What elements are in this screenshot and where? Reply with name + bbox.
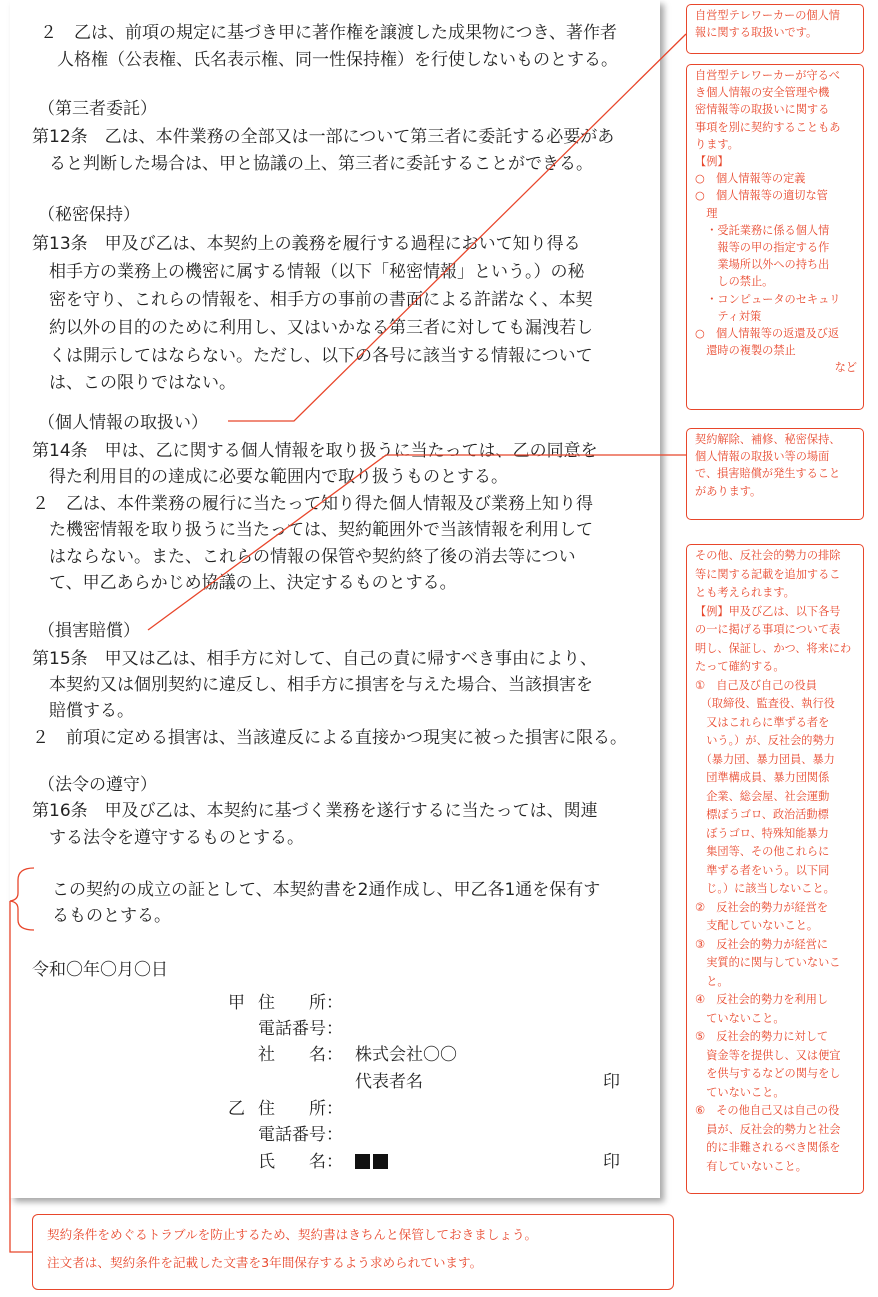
note-line: たって確約する。 (695, 660, 785, 673)
note-line: 【例】甲及び乙は、以下各号 (695, 604, 841, 618)
note-line: 準ずる者をいう。以下同 (695, 863, 830, 877)
note-line: 密情報等の取扱いに関する (695, 103, 830, 117)
text-line: 相手方の業務上の機密に属する情報（以下「秘密情報」という。）の秘 (32, 262, 585, 282)
name-label: 氏 名： (258, 1152, 343, 1172)
note-line: 実質的に関与していないこ (695, 956, 841, 969)
note-line: とも考えられます。 (695, 586, 795, 599)
note-line: 又はこれらに準ずる者を (695, 715, 830, 729)
text-line: 約以外の目的のために利用し、又はいかなる第三者に対しても漏洩若し (32, 318, 593, 338)
seal-mark: 印 (603, 1152, 620, 1172)
note-line: 業場所以外への持ち出 (695, 258, 830, 272)
company-value: 株式会社〇〇 (355, 1045, 457, 1065)
note-line: など (834, 361, 857, 375)
text-line: た機密情報を取り扱うに当たっては、契約範囲外で当該情報を利用して (32, 520, 593, 540)
contract-date: 令和〇年〇月〇日 (32, 960, 168, 980)
text-line: する法令を遵守するものとする。 (32, 828, 304, 848)
note-line: 有していないこと。 (695, 1159, 807, 1173)
party-b-label: 乙 (228, 1099, 245, 1119)
note-line: ② 反社会的勢力が経営を (695, 900, 829, 914)
text-line: 第16条 甲及び乙は、本契約に基づく業務を遂行するに当たっては、関連 (32, 801, 598, 821)
note-line: ⑥ その他自己又は自己の役 (695, 1104, 840, 1117)
text-line: ２ 乙は、本件業務の履行に当たって知り得た個人情報及び業務上知り得 (32, 494, 593, 514)
section-heading: （第三者委託） (38, 99, 157, 119)
note-line: ○ 個人情報等の返還及び返 (695, 327, 840, 341)
note-line: ティ対策 (695, 309, 762, 323)
note-line: 資金等を提供し、又は便宜 (695, 1048, 841, 1062)
note-line: 支配していないこと。 (695, 919, 819, 932)
note-line: ていないこと。 (695, 1011, 785, 1025)
note-line: 的に非難されるべき関係を (695, 1141, 841, 1154)
note-line: 企業、総会屋、社会運動 (695, 789, 830, 803)
note-damages (686, 428, 864, 520)
note-line: ○ 個人情報等の適切な管 (695, 189, 828, 203)
note-line: 契約解除、補修、秘密保持、 (695, 433, 841, 446)
note-line: 契約条件をめぐるトラブルを防止するため、契約書はきちんと保管しておきましょう。 (47, 1227, 538, 1242)
note-security (686, 64, 864, 410)
note-line: を供与するなどの関与をし (695, 1067, 841, 1080)
note-line: 理 (695, 206, 718, 220)
text-line: 第15条 甲又は乙は、相手方に対して、自己の責に帰すべき事由により、 (32, 649, 597, 669)
note-line: と。 (695, 974, 729, 988)
party-a-label: 甲 (228, 993, 245, 1013)
text-line: くは開示してはならない。ただし、以下の各号に該当する情報について (32, 346, 593, 366)
address-label: 住 所： (258, 993, 343, 1013)
note-line: じ。）に該当しないこと。 (695, 882, 835, 895)
note-line: ・コンピュータのセキュリ (695, 292, 841, 306)
text-line: ると判断した場合は、甲と協議の上、第三者に委託することができる。 (32, 154, 593, 174)
note-line: ④ 反社会的勢力を利用し (695, 993, 829, 1006)
note-line: ③ 反社会的勢力が経営に (695, 937, 829, 951)
note-line: 明し、保証し、かつ、将来にわ (695, 641, 852, 655)
note-line: その他、反社会的勢力の排除 (695, 549, 841, 562)
phone-label: 電話番号： (258, 1125, 343, 1145)
text-line: ２ 乙は、前項の規定に基づき甲に著作権を譲渡した成果物につき、著作者 (40, 23, 617, 43)
note-line: ぼうゴロ、特殊知能暴力 (695, 826, 829, 840)
text-line: 第14条 甲は、乙に関する個人情報を取り扱うに当たっては、乙の同意を (32, 441, 598, 461)
note-line: しの禁止。 (695, 275, 774, 289)
text-line: 密を守り、これらの情報を、相手方の事前の書面による許諾なく、本契 (32, 290, 593, 310)
text-line: は、この限りではない。 (32, 373, 236, 393)
text-line: 第13条 甲及び乙は、本契約上の義務を履行する過程において知り得る (32, 234, 581, 254)
note-line: の一に掲げる事項について表 (695, 623, 841, 636)
note-line: 事項を別に契約することもあ (695, 120, 841, 134)
note-line: ○ 個人情報等の定義 (695, 172, 806, 186)
note-line: 注文者は、契約条件を記載した文書を3年間保存するよう求められています。 (47, 1255, 483, 1270)
note-line: 還時の複製の禁止 (695, 344, 796, 358)
note-line: ・受託業務に係る個人情 (695, 223, 830, 237)
note-line: ⑤ 反社会的勢力に対して (695, 1030, 829, 1043)
note-line: ていないこと。 (695, 1085, 785, 1099)
text-line: 本契約又は個別契約に違反し、相手方に損害を与えた場合、当該損害を (32, 675, 593, 695)
phone-label: 電話番号： (258, 1019, 343, 1039)
text-line: ２ 前項に定める損害は、当該違反による直接かつ現実に被った損害に限る。 (32, 728, 627, 748)
note-line: き個人情報の安全管理や機 (695, 86, 830, 100)
section-heading: （秘密保持） (38, 205, 140, 225)
note-line: 【例】 (695, 155, 729, 169)
text-line: 第12条 乙は、本件業務の全部又は一部について第三者に委託する必要があ (32, 127, 615, 147)
note-line: 団準構成員、暴力団関係 (695, 771, 830, 784)
section-heading: （損害賠償） (38, 621, 140, 641)
note-line: があります。 (695, 484, 762, 498)
text-line: 人格権（公表権、氏名表示権、同一性保持権）を行使しないものとする。 (40, 50, 618, 70)
callout-line (148, 455, 686, 630)
address-label: 住 所： (258, 1099, 343, 1119)
note-contract-storage (32, 1214, 674, 1290)
section-heading: （法令の遵守） (38, 775, 157, 795)
note-line: 自営型テレワーカーの個人情 (695, 9, 840, 22)
note-antisocial-forces (686, 544, 864, 1194)
note-personal-info (686, 4, 864, 54)
company-label: 社 名： (258, 1045, 343, 1065)
closing-text: この契約の成立の証として、本契約書を2通作成し、甲乙各1通を保有す (52, 880, 601, 900)
note-line: 報等の甲の指定する作 (695, 241, 830, 255)
text-line: て、甲乙あらかじめ協議の上、決定するものとする。 (32, 573, 457, 593)
note-line: 報に関する取扱いです。 (695, 26, 818, 40)
closing-text: るものとする。 (52, 906, 171, 926)
note-line: 員が、反社会的勢力と社会 (695, 1122, 841, 1136)
note-line: （暴力団、暴力団員、暴力 (695, 752, 835, 766)
representative-label: 代表者名 (355, 1072, 423, 1092)
note-line: ① 自己及び自己の役員 (695, 678, 817, 692)
text-line: 賠償する。 (32, 701, 134, 721)
note-line: ります。 (695, 137, 739, 151)
note-line: 等に関する記載を追加するこ (695, 567, 841, 581)
note-line: いう。）が、反社会的勢力 (695, 734, 835, 747)
note-line: 集団等、その他これらに (695, 845, 830, 858)
note-line: 自営型テレワーカーが守るべ (695, 69, 840, 82)
text-line: はならない。また、これらの情報の保管や契約終了後の消去等につい (32, 547, 576, 567)
text-line: 得た利用目的の達成に必要な範囲内で取り扱うものとする。 (32, 467, 508, 487)
callout-line (228, 34, 686, 421)
section-heading: （個人情報の取扱い） (38, 413, 208, 433)
seal-mark: 印 (603, 1072, 620, 1092)
note-line: （取締役、監査役、執行役 (695, 697, 835, 710)
note-line: 個人情報の取扱い等の場面 (695, 450, 830, 464)
bracket-line (10, 868, 34, 930)
callout-line (10, 901, 32, 1252)
note-line: 標ぼうゴロ、政治活動標 (695, 808, 829, 821)
note-line: で、損害賠償が発生すること (695, 467, 841, 481)
